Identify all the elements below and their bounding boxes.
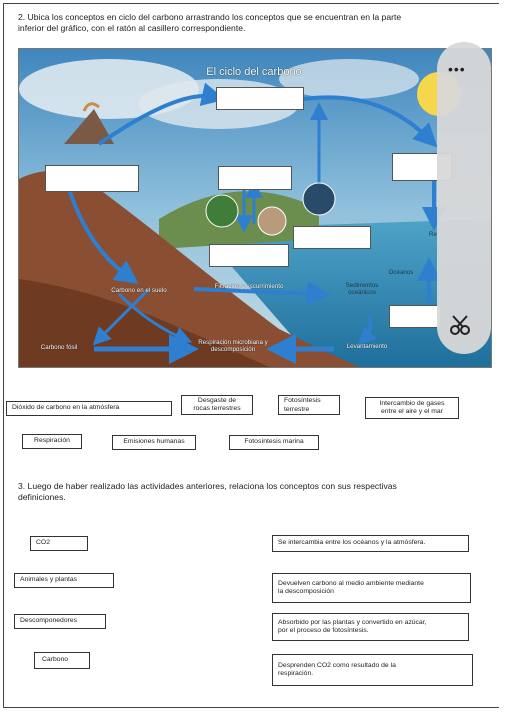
drop-target-center[interactable] — [218, 166, 292, 190]
concept-desgaste-line1: Desgaste de — [197, 396, 237, 404]
drop-target-right-bottom[interactable] — [389, 305, 441, 328]
concept-intercambio-gases[interactable] — [365, 397, 459, 419]
definition-1[interactable] — [272, 535, 469, 552]
definition-2-line2: la descomposición — [278, 588, 334, 595]
concept-respiracion-label: Respiración — [34, 437, 70, 445]
term-animales-label: Animales y plantas — [20, 576, 78, 584]
label-carbono-fosil: Carbono fósil — [40, 344, 78, 351]
carbon-cycle-diagram — [18, 48, 492, 368]
term-co2-label: CO2 — [36, 539, 50, 547]
drop-target-left[interactable] — [45, 165, 139, 192]
scissors-icon[interactable] — [447, 312, 473, 338]
concept-emisiones-label: Emisiones humanas — [123, 438, 185, 446]
concept-intercambio-line2: entre el aire y el mar — [381, 408, 443, 415]
definition-4-line2: respiración. — [278, 670, 314, 677]
concept-dioxido-carbono[interactable] — [6, 401, 172, 416]
term-carbono[interactable] — [34, 652, 90, 669]
definition-1-text: Se intercambia entre los océanos y la atmósfera. — [278, 539, 426, 547]
term-descomponedores[interactable] — [14, 614, 106, 629]
concept-fotosintesis-terrestre[interactable] — [278, 395, 340, 415]
concept-intercambio-line1: Intercambio de gases — [379, 399, 445, 407]
more-options-icon[interactable]: ••• — [448, 61, 466, 77]
concept-emisiones-humanas[interactable] — [112, 435, 196, 450]
label-sedimentos: Sedimentos oceánicos — [345, 282, 379, 296]
concept-fotosintesis-marina[interactable] — [229, 435, 319, 450]
concept-respiracion[interactable] — [22, 434, 82, 449]
term-carbono-label: Carbono — [42, 656, 69, 664]
term-co2[interactable] — [30, 536, 88, 551]
label-filtracion: Filtración y escurrimiento — [214, 283, 284, 290]
definition-2[interactable] — [272, 573, 471, 603]
floating-toolbar — [437, 42, 491, 354]
definition-4[interactable] — [272, 654, 473, 686]
definition-3[interactable] — [272, 613, 469, 641]
concept-fotosintesis-m-label: Fotosíntesis marina — [244, 438, 304, 446]
term-descomponedores-label: Descomponedores — [20, 617, 78, 625]
concept-dioxido-label: Dióxido de carbono en la atmósfera — [12, 404, 120, 412]
drop-target-mid[interactable] — [209, 244, 289, 267]
concept-fotosintesis-t-line2: terrestre — [284, 405, 310, 413]
question-3-line-2: definiciones. — [18, 492, 66, 502]
definition-2-line1: Devuelven carbono al medio ambiente mediante — [278, 579, 424, 587]
drop-target-top[interactable] — [216, 87, 304, 110]
question-3-line-1: 3. Luego de haber realizado las actividades anteriores, relaciona los conceptos con sus respectivas — [18, 481, 397, 491]
label-levantamiento: Levantamiento — [346, 343, 388, 350]
label-carbono-suelo: Carbono en el suelo — [111, 287, 167, 294]
question-2-line-2: inferior del gráfico, con el ratón al casillero correspondiente. — [18, 23, 246, 33]
label-oceanos: Océanos — [388, 269, 414, 276]
question-2-line-1: 2. Ubica los conceptos en ciclo del carbono arrastrando los conceptos que se encuentran en la parte — [18, 12, 402, 22]
concept-desgaste-line2: rocas terrestres — [193, 405, 241, 412]
label-respiracion-microbiana: Respiración microbiana y descomposición — [198, 339, 268, 353]
concept-desgaste-rocas[interactable] — [181, 395, 253, 415]
definition-4-line1: Desprenden CO2 como resultado de la — [278, 661, 396, 669]
label-re: Re — [429, 231, 437, 238]
definition-3-line1: Absorbido por las plantas y convertido en azúcar, — [278, 618, 427, 626]
drop-target-mid-right[interactable] — [293, 226, 371, 249]
term-animales-plantas[interactable] — [14, 573, 114, 588]
concept-fotosintesis-t-line1: Fotosíntesis — [284, 397, 321, 404]
diagram-title: El ciclo del carbono — [206, 66, 302, 78]
definition-3-line2: por el proceso de fotosíntesis. — [278, 627, 369, 634]
